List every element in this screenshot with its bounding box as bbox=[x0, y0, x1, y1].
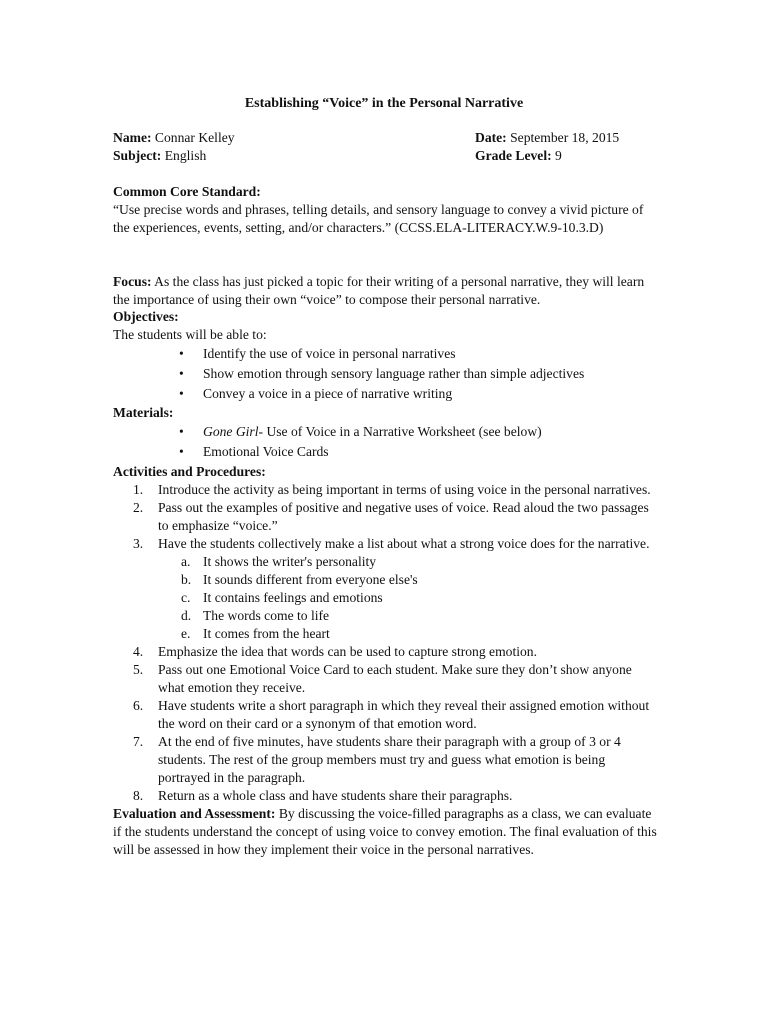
sub-list bbox=[158, 553, 658, 643]
focus-section bbox=[113, 273, 658, 309]
sub-list-item: c. It contains feelings and emotions bbox=[181, 590, 383, 605]
materials-list bbox=[113, 422, 658, 462]
materials-section bbox=[113, 404, 658, 462]
list-item: 5. Pass out one Emotional Voice Card to each student. Make sure they don’t show anyone what emotion they receive. bbox=[133, 662, 632, 695]
list-item: • Identify the use of voice in personal narratives bbox=[113, 344, 658, 364]
evaluation-section bbox=[113, 805, 658, 859]
list-item: 6. Have students write a short paragraph in which they reveal their assigned emotion without the word on their card or a synonym of that emotion word. bbox=[133, 698, 650, 731]
list-item: • Gone Girl- Use of Voice in a Narrative Worksheet (see below) bbox=[113, 422, 658, 442]
subject-field: Subject: English bbox=[113, 148, 207, 163]
sub-list-item: e. It comes from the heart bbox=[181, 626, 330, 641]
bullet-icon: • bbox=[179, 444, 184, 459]
list-item: 8. Return as a whole class and have students share their paragraphs. bbox=[133, 788, 513, 803]
grade-field: Grade Level: 9 bbox=[475, 148, 562, 163]
bullet-icon: • bbox=[179, 366, 184, 381]
date-field: Date: September 18, 2015 bbox=[475, 130, 620, 145]
activities-list bbox=[113, 481, 658, 805]
bullet-icon: • bbox=[179, 386, 184, 401]
list-item: • Show emotion through sensory language rather than simple adjectives bbox=[113, 364, 658, 384]
materials-heading: Materials: bbox=[113, 405, 174, 420]
list-item: 4. Emphasize the idea that words can be used to capture strong emotion. bbox=[133, 644, 537, 659]
list-item: 1. Introduce the activity as being important in terms of using voice in the personal narratives. bbox=[133, 482, 651, 497]
list-item: 7. At the end of five minutes, have students share their paragraph with a group of 3 or 4 students. The rest of the group members must try and guess what emotion is being portrayed in the paragraph. bbox=[133, 734, 621, 785]
standard-section bbox=[113, 183, 658, 237]
evaluation-label: Evaluation and Assessment: bbox=[113, 806, 276, 821]
objectives-list bbox=[113, 344, 658, 404]
meta-row-name-date bbox=[113, 129, 658, 147]
sub-list-item: d. The words come to life bbox=[181, 608, 330, 623]
activities-section bbox=[113, 463, 658, 859]
objectives-heading: Objectives: bbox=[113, 309, 179, 324]
list-item: 2. Pass out the examples of positive and negative uses of voice. Read aloud the two passages to emphasize “voice.” bbox=[133, 500, 649, 533]
focus-label: Focus: bbox=[113, 274, 152, 289]
meta-row-subject-grade bbox=[113, 147, 658, 165]
list-item: • Emotional Voice Cards bbox=[113, 442, 658, 462]
objectives-section bbox=[113, 308, 658, 404]
sub-list-item: b. It sounds different from everyone else's bbox=[181, 572, 418, 587]
document-title: Establishing “Voice” in the Personal Narrative bbox=[244, 96, 524, 111]
bullet-icon: • bbox=[179, 424, 184, 439]
bullet-icon: • bbox=[179, 346, 184, 361]
focus-text: As the class has just picked a topic for their writing of a personal narrative, they will learn the importance of using their own “voice” to compose their personal narrative. bbox=[113, 274, 645, 307]
objectives-intro: The students will be able to: bbox=[113, 327, 267, 342]
standard-text: “Use precise words and phrases, telling details, and sensory language to convey a vivid picture of the experiences, events, setting, and/or characters.” (CCSS.ELA-LITERACY.W.9-10.3.D) bbox=[113, 202, 644, 235]
sub-list-item: a. It shows the writer's personality bbox=[181, 554, 377, 569]
name-field: Name: Connar Kelley bbox=[113, 130, 235, 145]
activities-heading: Activities and Procedures: bbox=[113, 464, 266, 479]
list-item: • Convey a voice in a piece of narrative writing bbox=[113, 384, 658, 404]
evaluation-text: By discussing the voice-filled paragraphs as a class, we can evaluate if the students understand the concept of using voice to convey emotion. The final evaluation of this will be assessed in how they implement their voice in the personal narratives. bbox=[113, 806, 657, 857]
standard-heading: Common Core Standard: bbox=[113, 184, 261, 199]
list-item: 3. Have the students collectively make a list about what a strong voice does for the narrative. a. It shows the writer's personality b. It sounds different from everyone else's c. It contains feelings and emotions d. The words come to life e. It comes from the heart bbox=[113, 535, 658, 643]
